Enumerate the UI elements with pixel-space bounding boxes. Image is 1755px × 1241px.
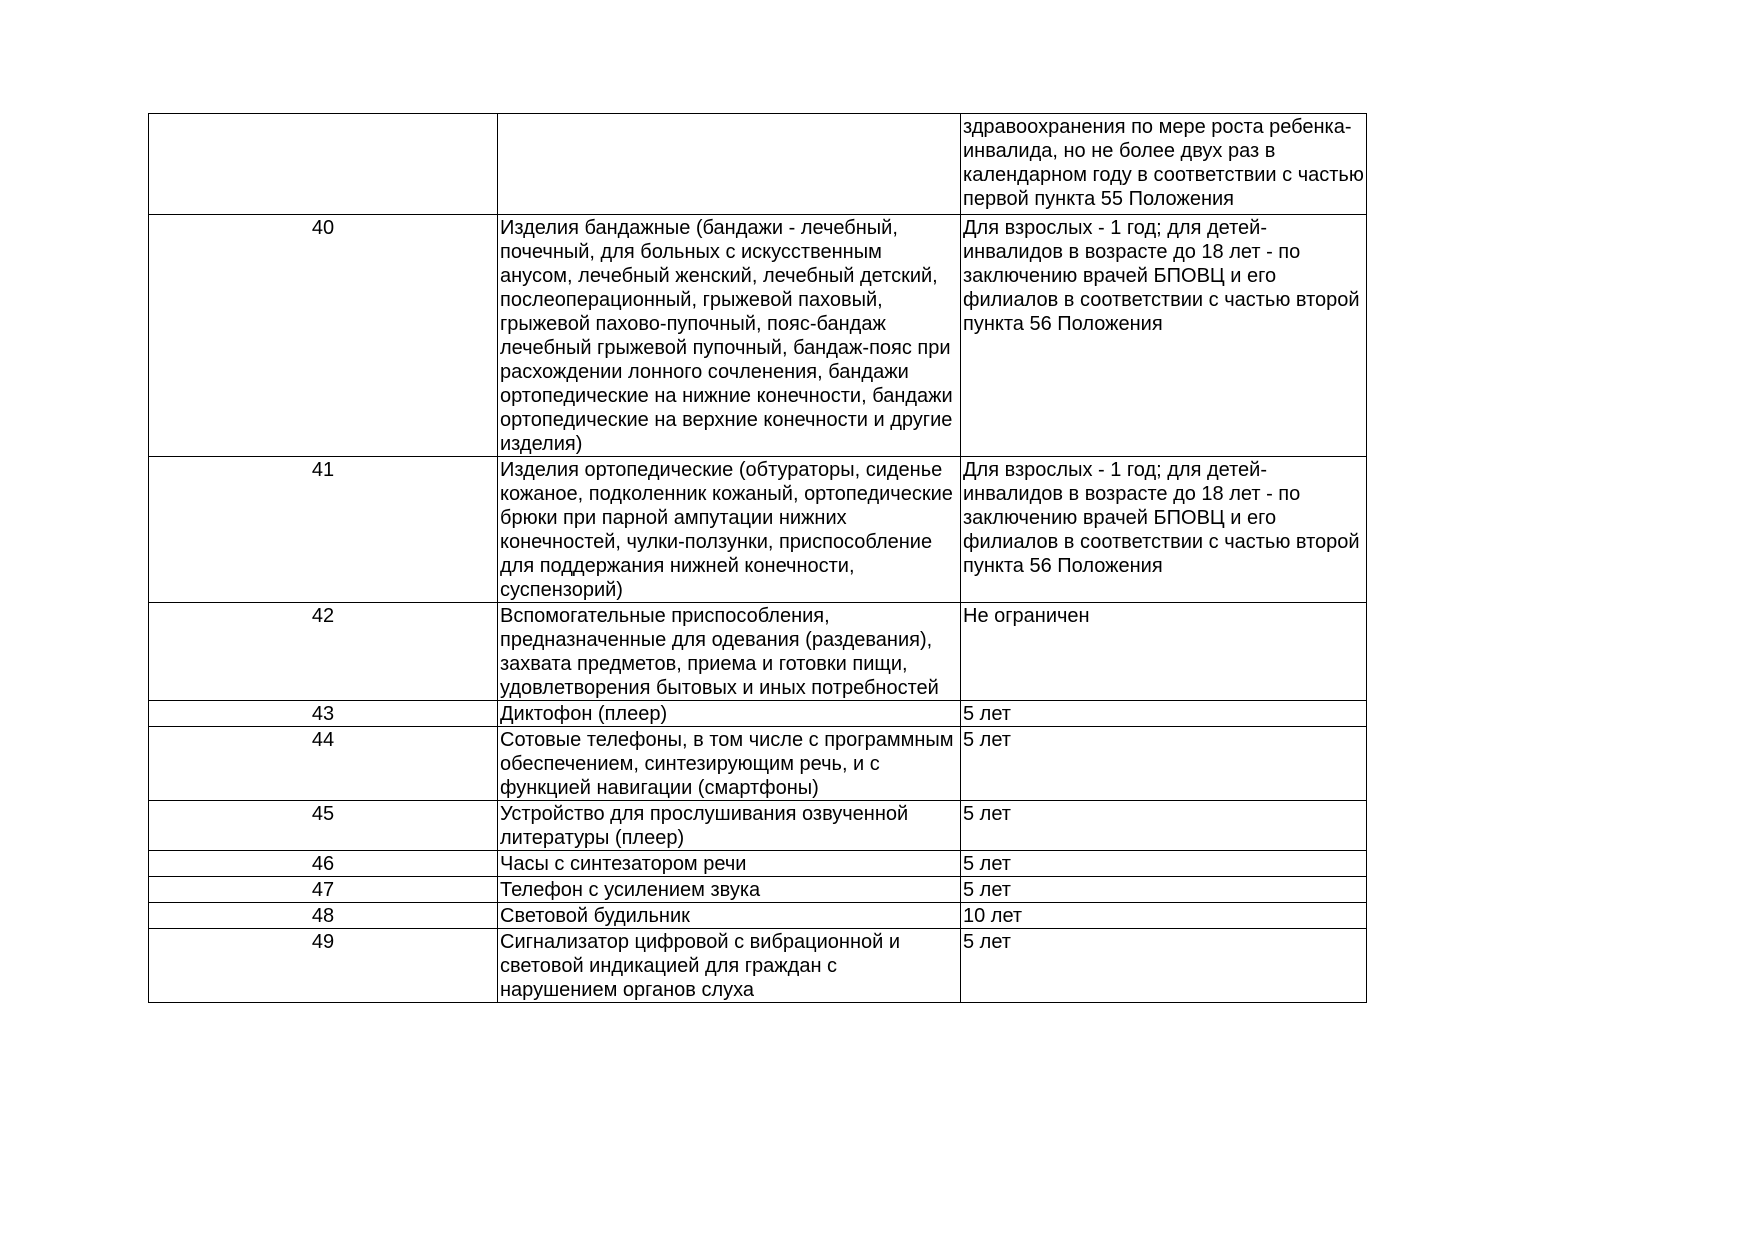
item-name-cell: Сигнализатор цифровой с вибрационной и световой индикацией для граждан с нарушением органов слуха (498, 929, 961, 1003)
row-number-cell: 41 (149, 457, 498, 603)
row-number-cell: 49 (149, 929, 498, 1003)
term-cell: 5 лет (961, 877, 1367, 903)
table-row-43 (149, 701, 1367, 727)
term-cell: Не ограничен (961, 603, 1367, 701)
term-cell: 10 лет (961, 903, 1367, 929)
row-number-cell (149, 114, 498, 215)
item-name-cell: Изделия бандажные (бандажи - лечебный, почечный, для больных с искусственным анусом, лечебный женский, лечебный детский, послеоперационный, грыжевой паховый, грыжевой пахово-пупочный, пояс-бандаж лечебный грыжевой пупочный, бандаж-пояс при расхождении лонного сочленения, бандажи ортопедические на нижние конечности, бандажи ортопедические на верхние конечности и другие изделия) (498, 215, 961, 457)
document-page (148, 113, 1367, 1003)
item-name-cell: Световой будильник (498, 903, 961, 929)
term-cell: 5 лет (961, 801, 1367, 851)
table-row-42 (149, 603, 1367, 701)
table-row-continuation (149, 114, 1367, 215)
item-name-cell: Часы с синтезатором речи (498, 851, 961, 877)
replacement-terms-table (148, 113, 1367, 1003)
row-number-cell: 42 (149, 603, 498, 701)
item-name-cell: Изделия ортопедические (обтураторы, сиденье кожаное, подколенник кожаный, ортопедические брюки при парной ампутации нижних конечностей, чулки-ползунки, приспособление для поддержания нижней конечности, суспензорий) (498, 457, 961, 603)
term-cell: здравоохранения по мере роста ребенка-инвалида, но не более двух раз в календарном году в соответствии с частью первой пункта 55 Положения (961, 114, 1367, 215)
term-cell: 5 лет (961, 727, 1367, 801)
item-name-cell: Вспомогательные приспособления, предназначенные для одевания (раздевания), захвата предметов, приема и готовки пищи, удовлетворения бытовых и иных потребностей (498, 603, 961, 701)
term-cell: 5 лет (961, 929, 1367, 1003)
item-name-cell: Диктофон (плеер) (498, 701, 961, 727)
term-cell: Для взрослых - 1 год; для детей-инвалидов в возрасте до 18 лет - по заключению врачей БПОВЦ и его филиалов в соответствии с частью второй пункта 56 Положения (961, 215, 1367, 457)
row-number-cell: 48 (149, 903, 498, 929)
table-row-41 (149, 457, 1367, 603)
item-name-cell (498, 114, 961, 215)
row-number-cell: 44 (149, 727, 498, 801)
table-row-49 (149, 929, 1367, 1003)
term-cell: 5 лет (961, 851, 1367, 877)
table-row-40 (149, 215, 1367, 457)
row-number-cell: 47 (149, 877, 498, 903)
table-row-48 (149, 903, 1367, 929)
term-cell: 5 лет (961, 701, 1367, 727)
row-number-cell: 40 (149, 215, 498, 457)
table-row-45 (149, 801, 1367, 851)
table-row-46 (149, 851, 1367, 877)
table-row-44 (149, 727, 1367, 801)
row-number-cell: 43 (149, 701, 498, 727)
term-cell: Для взрослых - 1 год; для детей-инвалидов в возрасте до 18 лет - по заключению врачей БПОВЦ и его филиалов в соответствии с частью второй пункта 56 Положения (961, 457, 1367, 603)
item-name-cell: Телефон с усилением звука (498, 877, 961, 903)
table-row-47 (149, 877, 1367, 903)
row-number-cell: 45 (149, 801, 498, 851)
item-name-cell: Сотовые телефоны, в том числе с программным обеспечением, синтезирующим речь, и с функцией навигации (смартфоны) (498, 727, 961, 801)
row-number-cell: 46 (149, 851, 498, 877)
item-name-cell: Устройство для прослушивания озвученной литературы (плеер) (498, 801, 961, 851)
